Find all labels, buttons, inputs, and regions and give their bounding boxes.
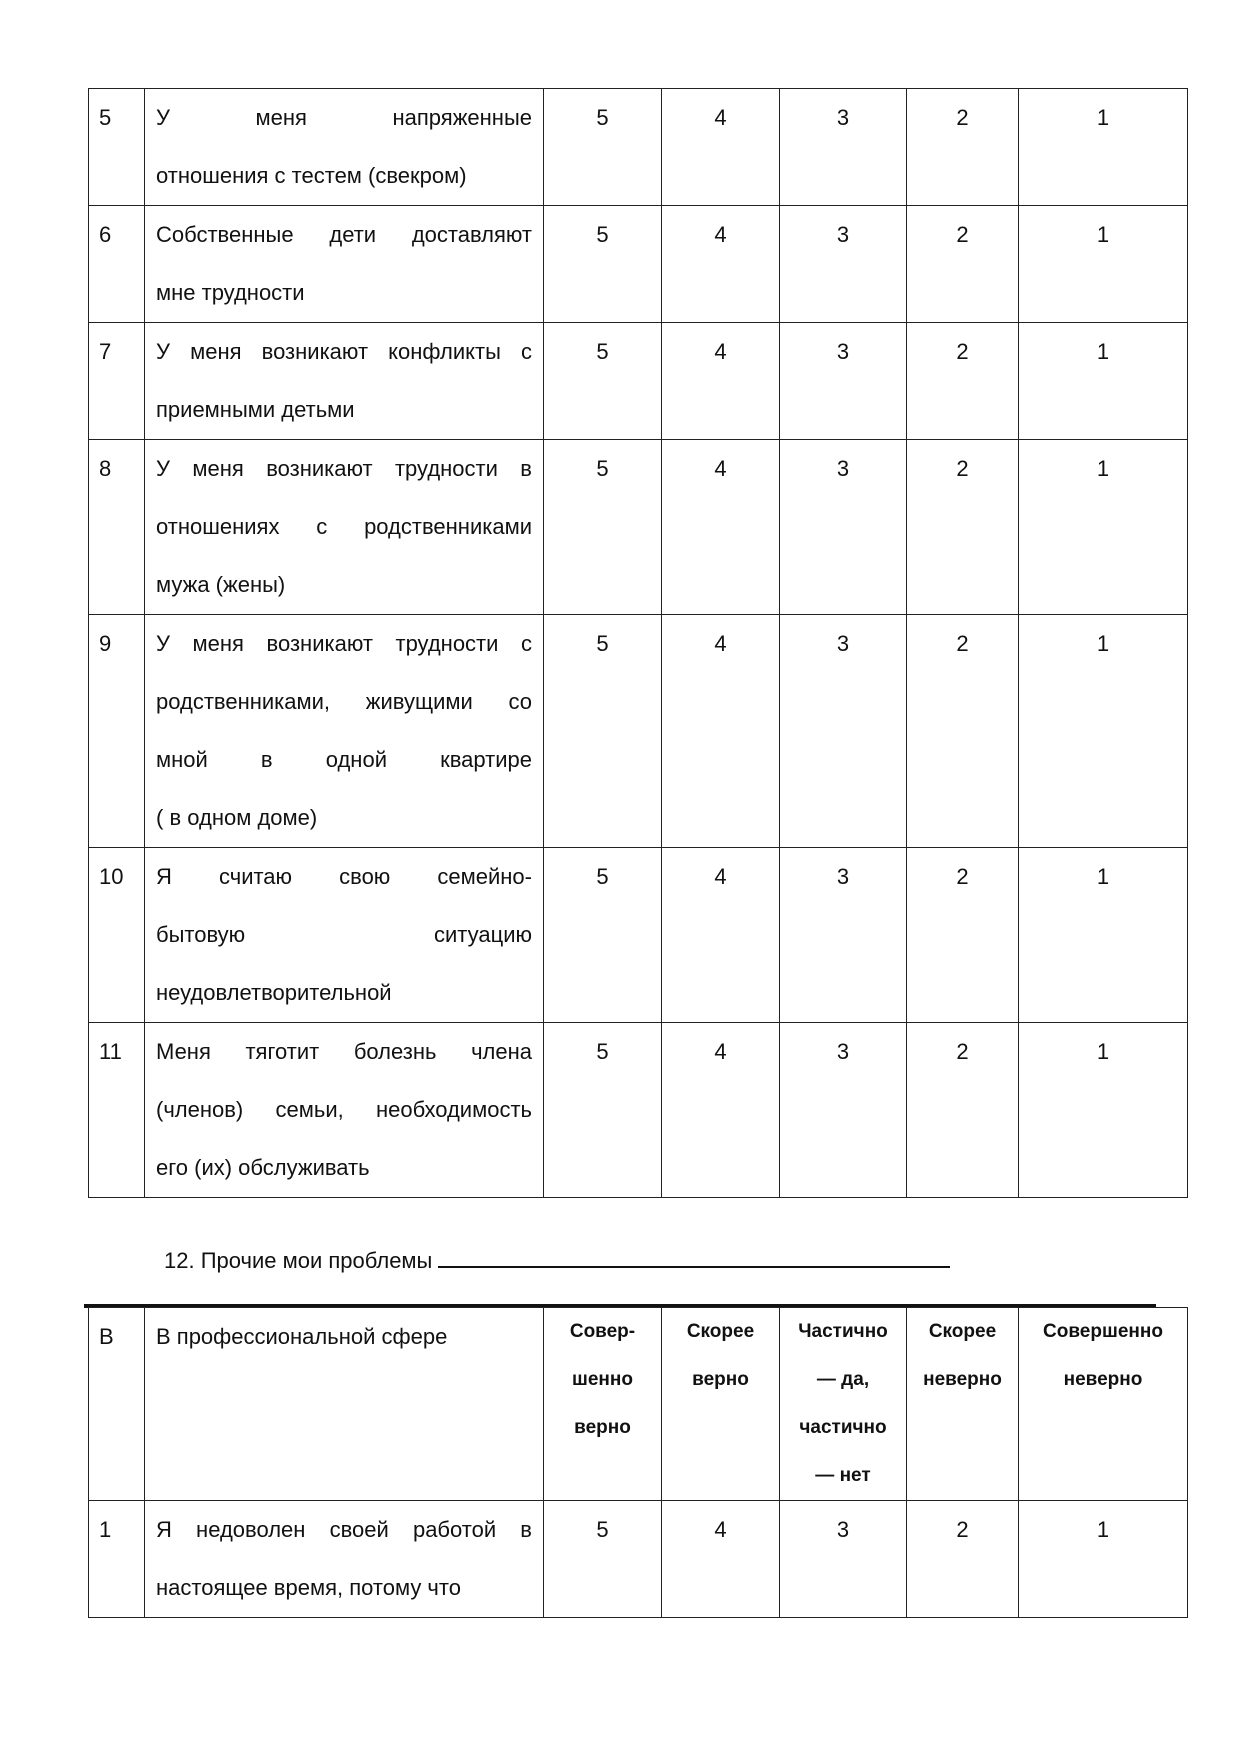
rating-column-header <box>662 1308 780 1501</box>
row-number: 6 <box>89 206 145 323</box>
header-line: неверно <box>1063 1369 1143 1390</box>
statement-line: его (их) обслуживать <box>156 1155 370 1180</box>
statement-line: ( в одном доме) <box>156 805 318 830</box>
row-number: 1 <box>89 1501 145 1618</box>
statement-line: У меня возникают конфликты с <box>156 339 532 364</box>
table-header-row <box>89 1308 1188 1501</box>
rating-option-3[interactable]: 3 <box>780 206 907 323</box>
row-number: 11 <box>89 1023 145 1198</box>
statement-line: мне трудности <box>156 280 305 305</box>
header-line: шенно <box>572 1369 633 1390</box>
statement-cell <box>145 1501 544 1618</box>
statement-line: (членов) семьи, необходимость <box>156 1097 532 1122</box>
rating-option-5[interactable]: 5 <box>544 1501 662 1618</box>
rating-option-5[interactable]: 5 <box>544 89 662 206</box>
rating-option-3[interactable]: 3 <box>780 848 907 1023</box>
table-row <box>89 1501 1188 1618</box>
statement-line: У меня возникают трудности с <box>156 631 532 656</box>
rating-option-4[interactable]: 4 <box>662 440 780 615</box>
rating-option-3[interactable]: 3 <box>780 1501 907 1618</box>
rating-option-2[interactable]: 2 <box>907 615 1019 848</box>
statement-line: Собственные дети доставляют <box>156 222 532 247</box>
rating-option-2[interactable]: 2 <box>907 89 1019 206</box>
header-line: верно <box>692 1369 749 1390</box>
rating-option-5[interactable]: 5 <box>544 1023 662 1198</box>
rating-option-1[interactable]: 1 <box>1019 89 1188 206</box>
statement-line: Я считаю свою семейно- <box>156 864 532 889</box>
statement-line: приемными детьми <box>156 397 355 422</box>
rating-option-1[interactable]: 1 <box>1019 1501 1188 1618</box>
header-line: — нет <box>815 1465 871 1486</box>
rating-option-5[interactable]: 5 <box>544 615 662 848</box>
row-number: 8 <box>89 440 145 615</box>
header-line: Совершенно <box>1043 1321 1163 1342</box>
header-line: Скорее <box>928 1321 997 1342</box>
other-problems-line <box>164 1246 950 1274</box>
other-problems-blank[interactable] <box>438 1246 950 1268</box>
rating-option-3[interactable]: 3 <box>780 615 907 848</box>
header-line: Скорее <box>686 1321 755 1342</box>
statement-cell <box>145 440 544 615</box>
rating-option-3[interactable]: 3 <box>780 1023 907 1198</box>
header-line: частично <box>799 1417 887 1438</box>
rating-option-2[interactable]: 2 <box>907 440 1019 615</box>
row-number: 9 <box>89 615 145 848</box>
rating-option-4[interactable]: 4 <box>662 848 780 1023</box>
statement-cell <box>145 323 544 440</box>
statement-cell <box>145 848 544 1023</box>
header-line: неверно <box>923 1369 1002 1390</box>
table-row <box>89 206 1188 323</box>
statement-cell <box>145 1023 544 1198</box>
statement-line: бытовую ситуацию <box>156 922 532 947</box>
section-title: В профессиональной сфере <box>145 1308 544 1501</box>
statement-line: Я недоволен своей работой в <box>156 1517 532 1542</box>
statement-line: отношения с тестем (свекром) <box>156 163 467 188</box>
table-row <box>89 1023 1188 1198</box>
header-line: Совер- <box>569 1321 636 1342</box>
rating-option-1[interactable]: 1 <box>1019 848 1188 1023</box>
rating-option-1[interactable]: 1 <box>1019 1023 1188 1198</box>
rating-option-4[interactable]: 4 <box>662 1023 780 1198</box>
statement-line: мужа (жены) <box>156 572 286 597</box>
rating-option-2[interactable]: 2 <box>907 1023 1019 1198</box>
rating-option-2[interactable]: 2 <box>907 206 1019 323</box>
rating-column-header <box>544 1308 662 1501</box>
rating-column-header <box>780 1308 907 1501</box>
table-row <box>89 440 1188 615</box>
professional-problems-table <box>88 1307 1188 1618</box>
table-row <box>89 323 1188 440</box>
table-row <box>89 89 1188 206</box>
row-number: 5 <box>89 89 145 206</box>
family-problems-table <box>88 88 1188 1198</box>
statement-line: Меня тяготит болезнь члена <box>156 1039 532 1064</box>
rating-option-4[interactable]: 4 <box>662 323 780 440</box>
rating-column-header <box>1019 1308 1188 1501</box>
statement-line: настоящее время, потому что <box>156 1575 461 1600</box>
other-problems-label: 12. Прочие мои проблемы <box>164 1248 433 1273</box>
table-row <box>89 615 1188 848</box>
statement-line: неудовлетворительной <box>156 980 392 1005</box>
rating-option-5[interactable]: 5 <box>544 206 662 323</box>
statement-cell <box>145 89 544 206</box>
statement-line: мной в одной квартире <box>156 747 532 772</box>
rating-option-2[interactable]: 2 <box>907 323 1019 440</box>
statement-cell <box>145 206 544 323</box>
rating-option-1[interactable]: 1 <box>1019 206 1188 323</box>
rating-option-3[interactable]: 3 <box>780 440 907 615</box>
rating-option-4[interactable]: 4 <box>662 615 780 848</box>
rating-option-2[interactable]: 2 <box>907 848 1019 1023</box>
row-number: 7 <box>89 323 145 440</box>
rating-option-4[interactable]: 4 <box>662 206 780 323</box>
row-number: 10 <box>89 848 145 1023</box>
rating-option-5[interactable]: 5 <box>544 440 662 615</box>
rating-option-3[interactable]: 3 <box>780 323 907 440</box>
header-line: Частично <box>798 1321 888 1342</box>
rating-option-1[interactable]: 1 <box>1019 440 1188 615</box>
rating-option-4[interactable]: 4 <box>662 89 780 206</box>
rating-column-header <box>907 1308 1019 1501</box>
header-line: — да, <box>816 1369 870 1390</box>
table-row <box>89 848 1188 1023</box>
statement-line: родственниками, живущими со <box>156 689 532 714</box>
statement-line: У меня напряженные <box>156 105 532 130</box>
rating-option-3[interactable]: 3 <box>780 89 907 206</box>
rating-option-1[interactable]: 1 <box>1019 323 1188 440</box>
rating-option-1[interactable]: 1 <box>1019 615 1188 848</box>
statement-line: У меня возникают трудности в <box>156 456 532 481</box>
rating-option-5[interactable]: 5 <box>544 848 662 1023</box>
rating-option-2[interactable]: 2 <box>907 1501 1019 1618</box>
statement-line: отношениях с родственниками <box>156 514 532 539</box>
rating-option-4[interactable]: 4 <box>662 1501 780 1618</box>
header-line: верно <box>574 1417 631 1438</box>
section-letter: В <box>89 1308 145 1501</box>
statement-cell <box>145 615 544 848</box>
rating-option-5[interactable]: 5 <box>544 323 662 440</box>
